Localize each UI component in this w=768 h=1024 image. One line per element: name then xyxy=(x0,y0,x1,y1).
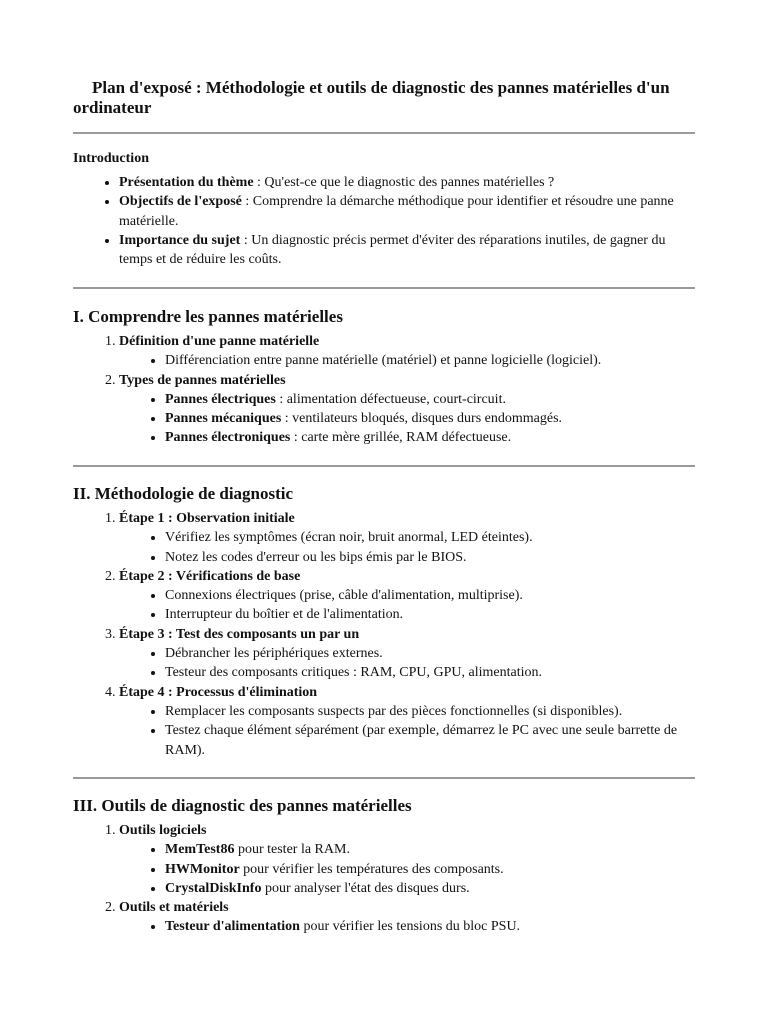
section-1-body xyxy=(73,332,695,448)
list-item xyxy=(119,173,695,192)
list-item xyxy=(119,683,695,760)
item-text: Différenciation entre panne matérielle (matériel) et panne logicielle (logiciel). xyxy=(165,353,602,369)
sub-item xyxy=(165,586,695,605)
item-term: Pannes mécaniques xyxy=(165,411,282,427)
horizontal-rule xyxy=(73,777,695,779)
list-item xyxy=(119,625,695,683)
item-text: : alimentation défectueuse, court-circuit. xyxy=(275,391,506,407)
item-term: Testeur d'alimentation xyxy=(165,919,300,935)
section-2-body xyxy=(73,509,695,760)
section-heading: II. Méthodologie de diagnostic xyxy=(73,484,294,503)
item-label: Étape 2 : Vérifications de base xyxy=(119,568,301,584)
section-2-list xyxy=(73,509,695,760)
sub-list xyxy=(119,351,695,370)
sub-list xyxy=(119,644,695,683)
item-term: MemTest86 xyxy=(165,842,235,858)
sub-item xyxy=(165,409,695,428)
item-text: Connexions électriques (prise, câble d'alimentation, multiprise). xyxy=(165,588,523,604)
section-heading: I. Comprendre les pannes matérielles xyxy=(73,307,343,326)
item-term: HWMonitor xyxy=(165,861,240,877)
sub-item xyxy=(165,428,695,447)
sub-item xyxy=(165,548,695,567)
sub-list xyxy=(119,840,695,898)
sub-item xyxy=(165,917,695,936)
item-text: : ventilateurs bloqués, disques durs endommagés. xyxy=(281,411,563,427)
list-item xyxy=(119,567,695,625)
item-text: Remplacer les composants suspects par des pièces fonctionnelles (si disponibles). xyxy=(165,703,623,719)
item-label: Types de pannes matérielles xyxy=(119,372,286,388)
section-1-list xyxy=(73,332,695,448)
intro-list xyxy=(73,173,695,269)
sub-list xyxy=(119,702,695,760)
horizontal-rule xyxy=(73,287,695,289)
sub-item xyxy=(165,879,695,898)
list-item xyxy=(119,192,695,231)
item-term: Importance du sujet xyxy=(119,232,241,248)
item-text: : Qu'est-ce que le diagnostic des pannes matérielles ? xyxy=(253,175,555,190)
section-3-body xyxy=(73,821,695,937)
item-term: Présentation du thème xyxy=(119,175,254,190)
sub-item xyxy=(165,390,695,409)
list-item xyxy=(119,509,695,567)
item-text: : Comprendre la démarche méthodique pour identifier et résoudre une panne matérielle. xyxy=(119,194,674,229)
item-label: Outils et matériels xyxy=(119,900,229,916)
intro-section xyxy=(73,150,695,269)
item-text: Débrancher les périphériques externes. xyxy=(165,646,383,662)
sub-item xyxy=(165,663,695,682)
item-text: Vérifiez les symptômes (écran noir, bruit anormal, LED éteintes). xyxy=(165,530,533,546)
sub-item xyxy=(165,840,695,859)
list-item xyxy=(119,821,695,898)
sub-item xyxy=(165,351,695,370)
document-title: Plan d'exposé : Méthodologie et outils de diagnostic des pannes matérielles d'un ordinateur xyxy=(73,78,670,117)
intro-heading: Introduction xyxy=(73,151,149,166)
item-label: Définition d'une panne matérielle xyxy=(119,334,320,349)
item-text: pour vérifier les tensions du bloc PSU. xyxy=(299,919,521,935)
sub-item xyxy=(165,528,695,547)
item-text: pour tester la RAM. xyxy=(234,842,350,858)
item-label: Étape 1 : Observation initiale xyxy=(119,511,295,526)
sub-item xyxy=(165,644,695,663)
item-term: Pannes électriques xyxy=(165,391,276,407)
sub-item xyxy=(165,702,695,721)
list-item xyxy=(119,371,695,448)
sub-item xyxy=(165,721,695,760)
sub-list xyxy=(119,917,695,936)
horizontal-rule xyxy=(73,132,695,134)
sub-list xyxy=(119,390,695,448)
list-item xyxy=(119,332,695,371)
sub-item xyxy=(165,860,695,879)
list-item xyxy=(119,231,695,270)
item-text: : carte mère grillée, RAM défectueuse. xyxy=(290,430,512,446)
item-term: Pannes électroniques xyxy=(165,430,291,446)
list-item xyxy=(119,898,695,937)
horizontal-rule xyxy=(73,465,695,467)
item-label: Étape 3 : Test des composants un par un xyxy=(119,626,360,642)
sub-list xyxy=(119,586,695,625)
item-text: pour analyser l'état des disques durs. xyxy=(261,880,470,896)
item-label: Étape 4 : Processus d'élimination xyxy=(119,684,318,700)
sub-list xyxy=(119,528,695,567)
item-term: CrystalDiskInfo xyxy=(165,880,262,896)
section-heading: III. Outils de diagnostic des pannes matérielles xyxy=(73,796,412,815)
item-text: Notez les codes d'erreur ou les bips émis par le BIOS. xyxy=(165,549,467,565)
item-text: pour vérifier les températures des composants. xyxy=(239,861,504,877)
item-text: Testez chaque élément séparément (par exemple, démarrez le PC avec une seule barrette de RAM). xyxy=(165,723,678,758)
item-text: : Un diagnostic précis permet d'éviter des réparations inutiles, de gagner du temps et de réduire les coûts. xyxy=(119,232,666,268)
item-term: Objectifs de l'exposé xyxy=(119,194,242,210)
item-text: Testeur des composants critiques : RAM, CPU, GPU, alimentation. xyxy=(165,665,542,681)
section-3-list xyxy=(73,821,695,937)
sub-item xyxy=(165,605,695,624)
item-text: Interrupteur du boîtier et de l'alimentation. xyxy=(165,607,404,623)
item-label: Outils logiciels xyxy=(119,823,207,838)
